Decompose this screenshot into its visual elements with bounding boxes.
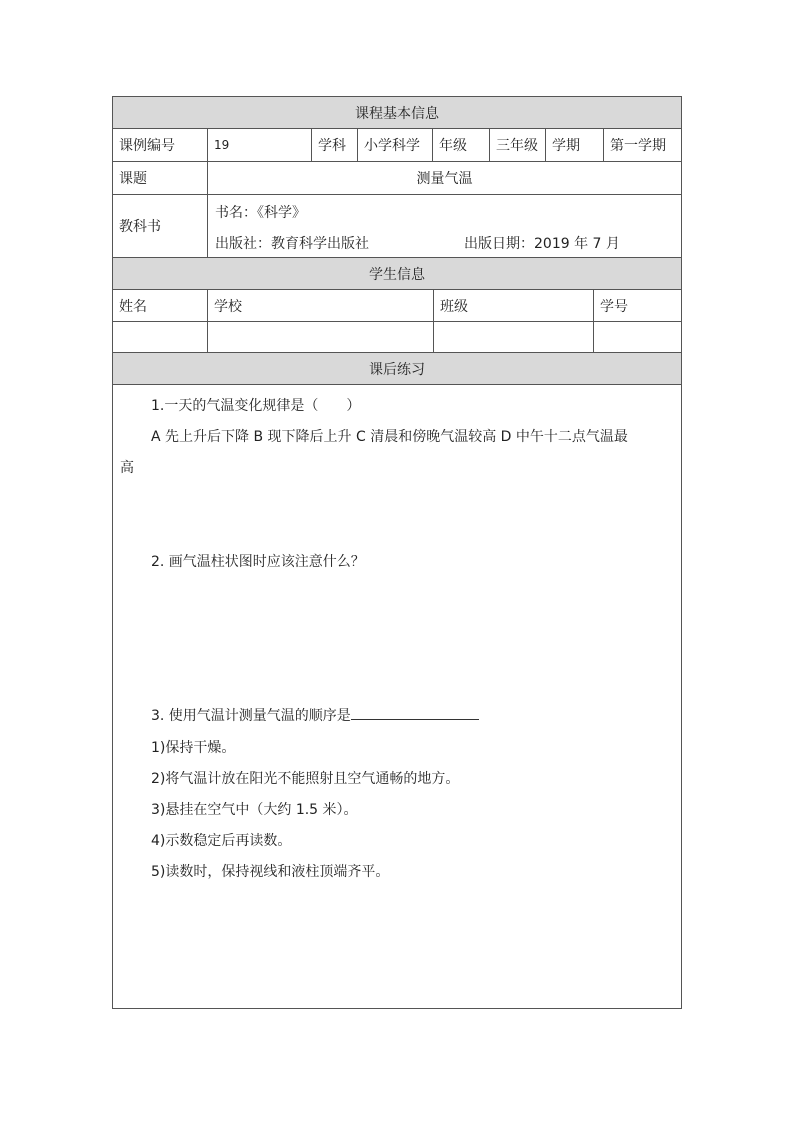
- grade-label: 年级: [433, 129, 490, 161]
- lesson-sheet: [112, 96, 682, 1009]
- basic-info-row: [113, 129, 681, 162]
- grade-value: 三年级: [490, 129, 546, 161]
- subject-label: 学科: [312, 129, 358, 161]
- class-label: 班级: [434, 290, 594, 321]
- term-label: 学期: [546, 129, 604, 161]
- student-info-title: 学生信息: [369, 266, 425, 283]
- step-3: 3)悬挂在空气中（大约 1.5 米）。: [151, 802, 358, 818]
- textbook-details: [208, 195, 681, 257]
- student-labels-row: [113, 290, 681, 322]
- case-no-label: 课例编号: [113, 129, 208, 161]
- publisher: 出版社：教育科学出版社: [215, 236, 369, 252]
- textbook-label: 教科书: [113, 195, 208, 257]
- step-5: 5)读数时，保持视线和液柱顶端齐平。: [151, 864, 390, 880]
- school-label: 学校: [208, 290, 434, 321]
- question-1-options-cont: 高: [120, 460, 134, 476]
- book-name: 书名：《科学》: [215, 205, 306, 221]
- topic-row: [113, 162, 681, 195]
- question-3: 3. 使用气温计测量气温的顺序是: [151, 705, 479, 725]
- name-value[interactable]: [113, 322, 208, 352]
- textbook-row: [113, 195, 681, 258]
- step-4: 4)示数稳定后再读数。: [151, 833, 292, 849]
- student-id-value[interactable]: [594, 322, 681, 352]
- topic-label: 课题: [113, 162, 208, 194]
- exercise-title: 课后练习: [369, 361, 425, 378]
- class-value[interactable]: [434, 322, 594, 352]
- name-label: 姓名: [113, 290, 208, 321]
- student-id-label: 学号: [600, 298, 628, 315]
- topic-value: 测量气温: [416, 171, 473, 187]
- step-1: 1)保持干燥。: [151, 740, 236, 756]
- basic-info-header: [113, 97, 681, 129]
- question-2: 2. 画气温柱状图时应该注意什么？: [151, 554, 365, 570]
- answer-blank[interactable]: [351, 705, 479, 720]
- basic-info-title: 课程基本信息: [355, 105, 439, 122]
- step-2: 2)将气温计放在阳光不能照射且空气通畅的地方。: [151, 771, 460, 787]
- case-no-value: 19: [208, 129, 312, 161]
- student-values-row: [113, 322, 681, 353]
- subject-value: 小学科学: [358, 129, 433, 161]
- question-1-options: A 先上升后下降 B 现下降后上升 C 清晨和傍晚气温较高 D 中午十二点气温最: [151, 429, 628, 445]
- term-value: 第一学期: [610, 138, 666, 154]
- student-info-header: [113, 258, 681, 290]
- publish-date: 出版日期：2019 年 7 月: [464, 236, 620, 252]
- question-1: 1.一天的气温变化规律是（ ）: [151, 398, 361, 414]
- exercise-header: [113, 353, 681, 385]
- school-value[interactable]: [208, 322, 434, 352]
